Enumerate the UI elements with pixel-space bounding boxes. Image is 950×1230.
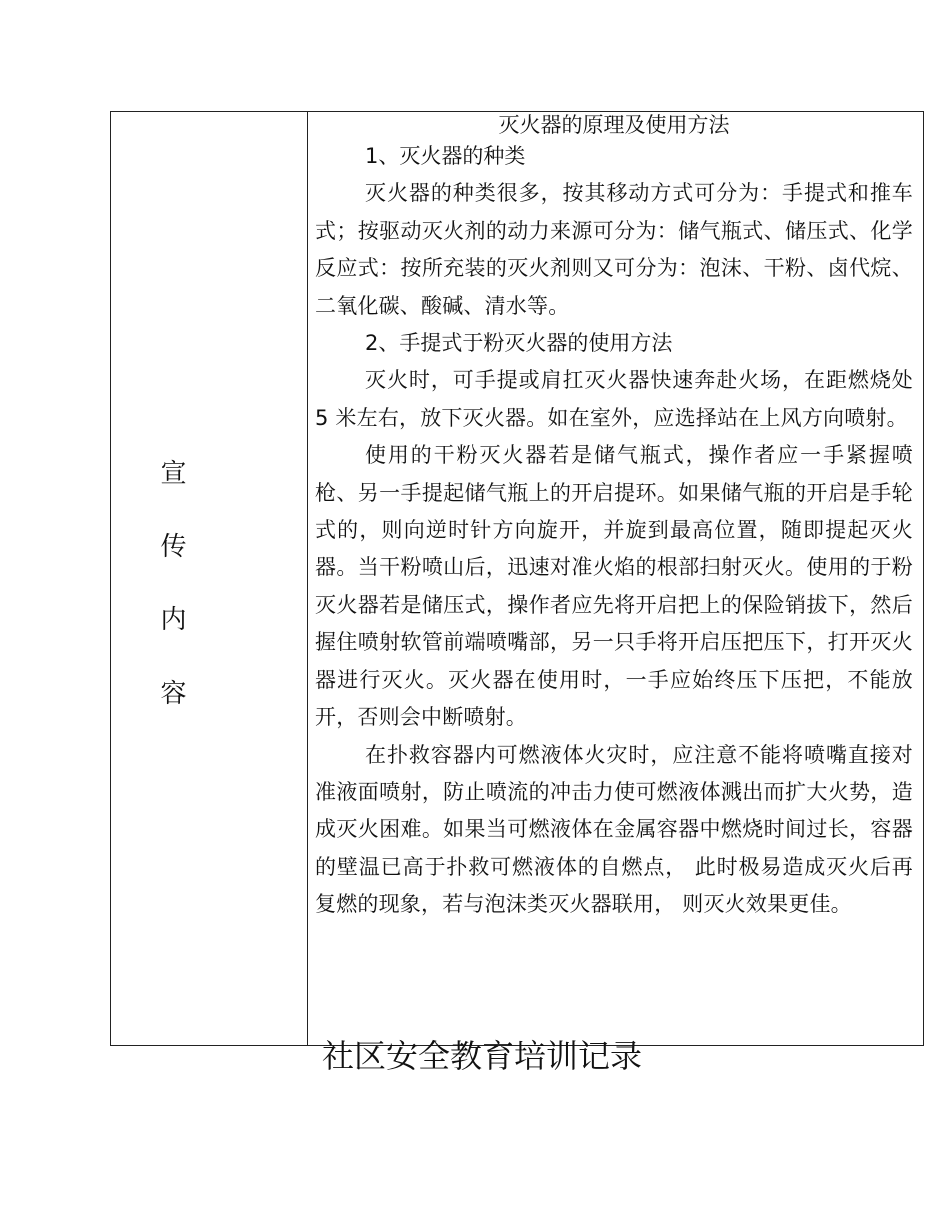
section-heading: 2、手提式于粉灭火器的使用方法 (365, 331, 673, 356)
paragraph: 使用的干粉灭火器若是储气瓶式，操作者应一手紧握喷枪、另一手提起储气瓶上的开启提环。如果储气瓶的开启是手轮式的，则向逆时针方向旋开，并旋到最高位置，随即提起灭火器。当干粉喷山后，迅速对准火焰的根部扫射灭火。使用的于粉灭火器若是储压式，操作者应先将开启把上的保险销拔下，然后握住喷射软管前端喷嘴部，另一只手将开启压把压下，打开灭火器进行灭火。灭火器在使用时，一手应始终压下压把，不能放开，否则会中断喷射。 (315, 443, 913, 730)
label-char: 容 (160, 679, 187, 709)
content-table (110, 111, 924, 1046)
label-cell (111, 112, 308, 1045)
label-char: 内 (160, 605, 187, 635)
content-title: 灭火器的原理及使用方法 (498, 113, 730, 137)
paragraph: 在扑救容器内可燃液体火灾时，应注意不能将喷嘴直接对准液面喷射，防止喷流的冲击力使可燃液体溅出而扩大火势，造成灭火困难。如果当可燃液体在金属容器中燃烧时间过长，容器的壁温已高于扑救可燃液体的自燃点， 此时极易造成灭火后再复燃的现象，若与泡沫类灭火器联用， 则灭火效果更佳。 (315, 742, 913, 917)
paragraph: 灭火时，可手提或肩扛灭火器快速奔赴火场，在距燃烧处 5 米左右，放下灭火器。如在室外，应选择站在上风方向喷射。 (315, 368, 913, 430)
document-title: 社区安全教育培训记录 (322, 1037, 643, 1075)
paragraph: 灭火器的种类很多，按其移动方式可分为：手提式和推车式；按驱动灭火剂的动力来源可分为：储气瓶式、储压式、化学反应式：按所充装的灭火剂则又可分为：泡沫、干粉、卤代烷、二氧化碳、酸碱、清水等。 (315, 181, 913, 318)
section-heading: 1、灭火器的种类 (365, 144, 526, 168)
label-char: 传 (160, 532, 187, 562)
content-cell (308, 112, 923, 1045)
label-char: 宣 (160, 459, 187, 489)
